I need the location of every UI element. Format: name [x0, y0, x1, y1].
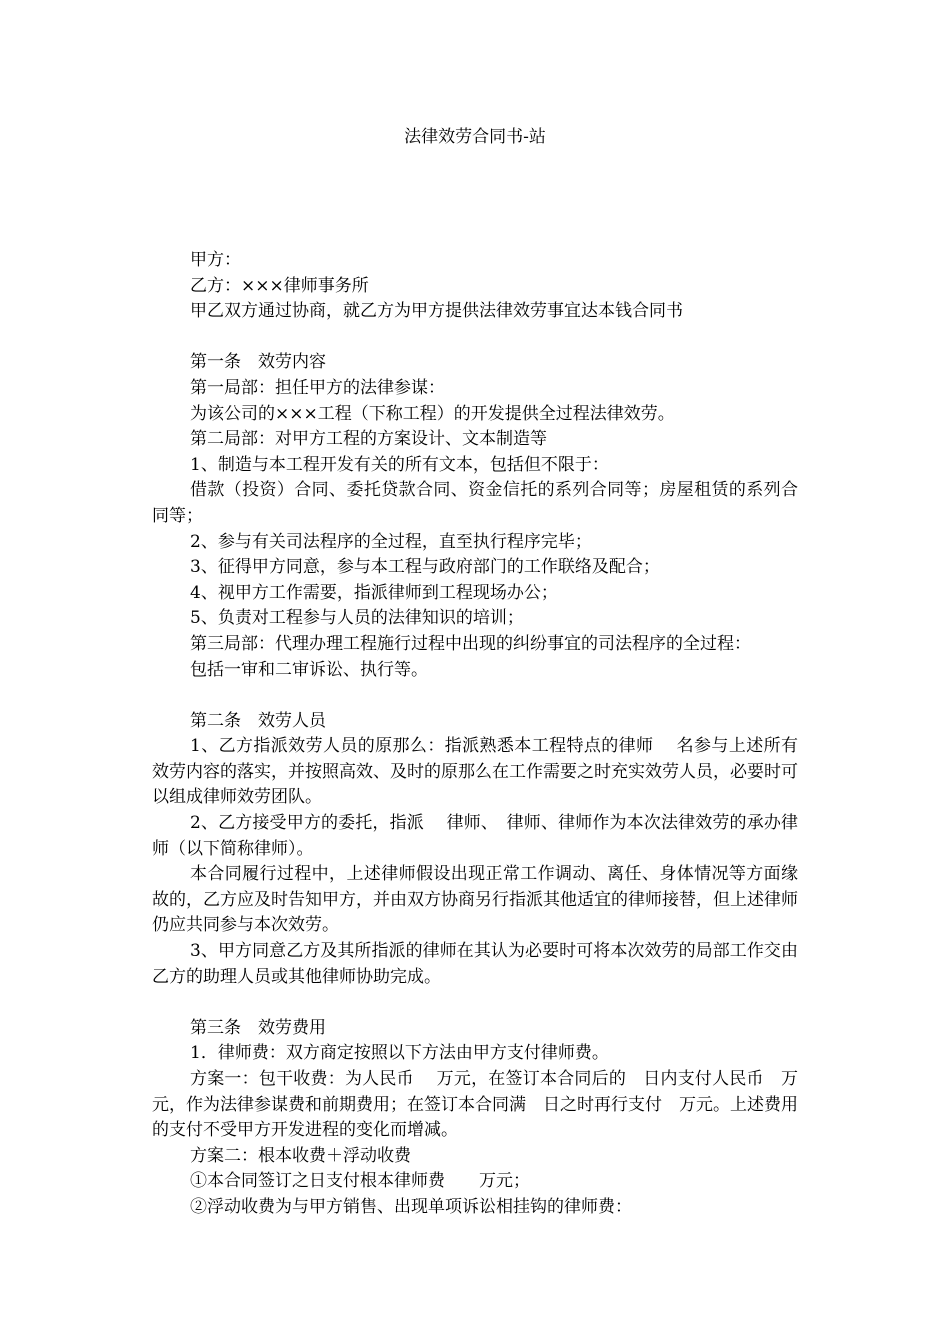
document-body	[152, 248, 798, 1221]
paragraph: 1、制造与本工程开发有关的所有文本，包括但不限于：	[190, 454, 609, 475]
paragraph: 2、参与有关司法程序的全过程，直至执行程序完毕；	[190, 531, 592, 552]
paragraph: 第三局部：代理办理工程施行过程中出现的纠纷事宜的司法程序的全过程：	[190, 633, 751, 654]
preamble: 甲乙双方通过协商，就乙方为甲方提供法律效劳事宜达本钱合同书	[190, 301, 683, 322]
blank-line	[152, 990, 798, 1016]
paragraph: 4、视甲方工作需要，指派律师到工程现场办公；	[190, 582, 558, 603]
party-b: 乙方：×××律师事务所	[190, 275, 369, 296]
paragraph: 为该公司的×××工程（下称工程）的开发提供全过程法律效劳。	[190, 403, 675, 424]
paragraph: ①本合同签订之日支付根本律师费 万元；	[190, 1171, 530, 1192]
paragraph: 3、甲方同意乙方及其所指派的律师在其认为必要时可将本次效劳的局部工作交由乙方的助理人员或其他律师协助完成。	[152, 941, 798, 987]
paragraph: 1、乙方指派效劳人员的原那么：指派熟悉本工程特点的律师 名参与上述所有效劳内容的落实，并按照高效、及时的原那么在工作需要之时充实效劳人员，必要时可以组成律师效劳团队。	[152, 736, 798, 808]
blank-line	[152, 683, 798, 709]
paragraph: 方案一：包干收费：为人民币 万元，在签订本合同后的 日内支付人民币 万元，作为法律参谋费和前期费用；在签订本合同满 日之时再行支付 万元。上述费用的支付不受甲方开发进程的变化而增减。	[152, 1069, 798, 1141]
paragraph: 包括一审和二审诉讼、执行等。	[190, 659, 428, 680]
paragraph: 本合同履行过程中，上述律师假设出现正常工作调动、离任、身体情况等方面缘故的，乙方应及时告知甲方，并由双方协商另行指派其他适宜的律师接替，但上述律师仍应共同参与本次效劳。	[152, 864, 798, 936]
article-1-heading: 第一条 效劳内容	[190, 352, 326, 373]
blank-line	[152, 325, 798, 351]
article-2-heading: 第二条 效劳人员	[190, 710, 326, 731]
paragraph: 1．律师费：双方商定按照以下方法由甲方支付律师费。	[190, 1043, 609, 1064]
paragraph: 第二局部：对甲方工程的方案设计、文本制造等	[190, 429, 547, 450]
document-title: 法律效劳合同书-站	[404, 127, 546, 147]
paragraph: ②浮动收费为与甲方销售、出现单项诉讼相挂钩的律师费：	[190, 1196, 632, 1217]
paragraph: 第一局部：担任甲方的法律参谋：	[190, 377, 445, 398]
article-3-heading: 第三条 效劳费用	[190, 1017, 326, 1038]
paragraph: 2、乙方接受甲方的委托，指派 律师、 律师、律师作为本次法律效劳的承办律师（以下简称律师）。	[152, 813, 798, 859]
party-a: 甲方：	[190, 250, 241, 270]
paragraph: 方案二：根本收费＋浮动收费	[190, 1145, 411, 1166]
paragraph: 3、征得甲方同意，参与本工程与政府部门的工作联络及配合；	[190, 557, 660, 578]
paragraph: 5、负责对工程参与人员的法律知识的培训；	[190, 608, 524, 629]
paragraph: 借款（投资）合同、委托贷款合同、资金信托的系列合同等；房屋租赁的系列合同等；	[152, 480, 798, 526]
